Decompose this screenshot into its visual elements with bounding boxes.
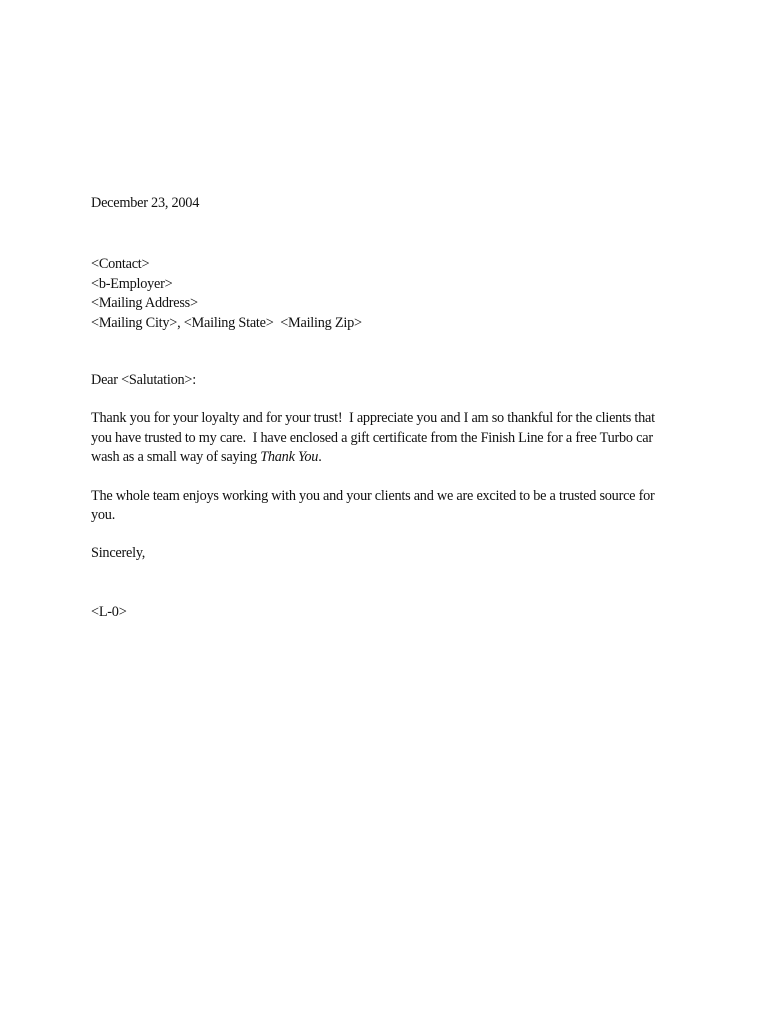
recipient-city-state-zip: <Mailing City>, <Mailing State> <Mailing Zip> (91, 314, 362, 331)
paragraph-1-line-3 (91, 448, 691, 467)
paragraph-1-line-1: Thank you for your loyalty and for your trust! I appreciate you and I am so thankful for the clients that (91, 410, 655, 427)
letter-salutation: Dear <Salutation>: (91, 372, 196, 389)
recipient-employer: <b-Employer> (91, 275, 173, 292)
body-paragraph-1 (91, 409, 691, 467)
letter-signature: <L-0> (91, 603, 127, 620)
paragraph-2-line-1: The whole team enjoys working with you and your clients and we are excited to be a trusted source for (91, 487, 655, 504)
body-paragraph-2 (91, 487, 691, 526)
paragraph-1-line-2: you have trusted to my care. I have enclosed a gift certificate from the Finish Line for a free Turbo car (91, 429, 653, 446)
recipient-address-block (91, 255, 691, 333)
paragraph-1-line-3-end: . (318, 449, 322, 466)
paragraph-1-line-3-text: wash as a small way of saying (91, 449, 261, 466)
recipient-mailing-address: <Mailing Address> (91, 295, 198, 312)
recipient-contact: <Contact> (91, 256, 150, 273)
letter-date: December 23, 2004 (91, 195, 200, 211)
thank-you-emphasis: Thank You (260, 449, 319, 466)
letter-body (91, 194, 691, 622)
paragraph-2-line-2: you. (91, 507, 116, 524)
letter-closing: Sincerely, (91, 545, 146, 562)
